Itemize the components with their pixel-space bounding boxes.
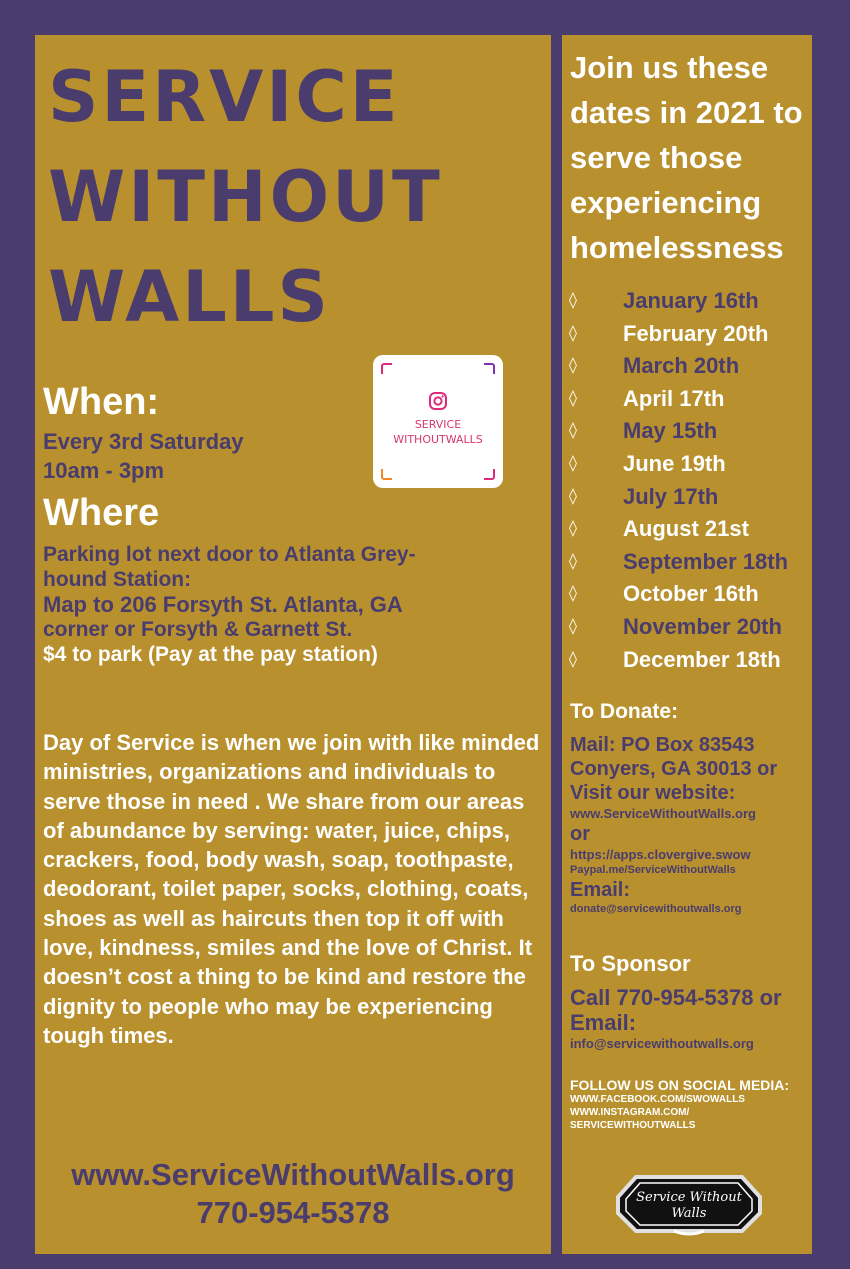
- diamond-bullet-icon: ◊: [569, 452, 577, 472]
- map-link[interactable]: Map to 206 Forsyth St. Atlanta, GA: [43, 592, 403, 617]
- join-heading: Join us these dates in 2021 to serve those experiencing homelessness: [570, 50, 803, 265]
- where-heading: Where: [43, 492, 160, 534]
- logo-text: Service Without: [636, 1190, 742, 1205]
- service-without-walls-logo: [614, 1173, 764, 1237]
- date-label: January 16th: [623, 288, 759, 313]
- when-details: [43, 427, 244, 485]
- title-line: WALLS: [48, 256, 331, 338]
- date-label: March 20th: [623, 353, 740, 379]
- sponsor-email-link[interactable]: info@servicewithoutwalls.org: [570, 1036, 754, 1051]
- instagram-nametag[interactable]: [373, 355, 503, 488]
- date-label: September 18th: [623, 548, 789, 574]
- donate-line: Email:: [570, 879, 631, 901]
- handle-line: SERVICE: [414, 418, 462, 431]
- instagram-link-cont[interactable]: SERVICEWITHOUTWALLS: [570, 1120, 696, 1131]
- date-label: December 18th: [623, 646, 781, 672]
- dates-list: [562, 287, 812, 678]
- donate-line: Mail: PO Box 83543: [570, 734, 755, 756]
- social-heading: FOLLOW US ON SOCIAL MEDIA:: [570, 1077, 790, 1093]
- parking-fee: $4 to park (Pay at the pay station): [43, 643, 378, 666]
- where-line: Parking lot next door to Atlanta Grey-: [43, 543, 416, 566]
- date-label: November 20th: [623, 613, 782, 639]
- list-item: [562, 287, 812, 320]
- instagram-link[interactable]: WWW.INSTAGRAM.COM/: [570, 1107, 690, 1118]
- facebook-link[interactable]: WWW.FACEBOOK.COM/SWOWALLS: [570, 1094, 745, 1105]
- corner-icon: [483, 363, 495, 375]
- list-item: [562, 320, 812, 353]
- list-item: [562, 580, 812, 613]
- diamond-bullet-icon: ◊: [569, 648, 577, 668]
- title-line: WITHOUT: [48, 156, 443, 238]
- diamond-bullet-icon: ◊: [569, 485, 577, 505]
- donate-details: [570, 733, 777, 917]
- donate-heading: To Donate:: [570, 700, 679, 723]
- when-line: 10am - 3pm: [43, 458, 165, 483]
- instagram-handle: [373, 417, 503, 447]
- social-media: [570, 1077, 789, 1132]
- corner-icon: [381, 363, 393, 375]
- where-details: [43, 542, 416, 667]
- diamond-bullet-icon: ◊: [569, 290, 577, 309]
- sponsor-line: Call 770-954-5378 or: [570, 985, 782, 1010]
- diamond-bullet-icon: ◊: [569, 420, 577, 440]
- description: Day of Service is when we join with like minded ministries, organizations and individuals to serve those in need . We share from our areas of abundance by serving: water, juice, chips, crackers, food, body wash, soap, toothpaste, deodorant, toilet paper, socks, clothing, coats, shoes as well as haircuts then top it off with love, kindness, smiles and the love of Christ. It doesn’t cost a thing to be kind and restore the dignity to people who may be experiencing tough times.: [43, 730, 540, 1048]
- diamond-bullet-icon: ◊: [569, 355, 577, 375]
- left-panel: [35, 35, 551, 1254]
- sponsor-details: [570, 985, 782, 1052]
- list-item: [562, 417, 812, 450]
- date-label: June 19th: [623, 450, 726, 476]
- date-label: April 17th: [623, 385, 725, 411]
- donate-line: or: [570, 823, 590, 845]
- list-item: [562, 646, 812, 679]
- where-line: corner or Forsyth & Garnett St.: [43, 618, 353, 641]
- sponsor-heading: To Sponsor: [570, 951, 691, 976]
- list-item: [562, 613, 812, 646]
- date-label: August 21st: [623, 516, 749, 542]
- where-line: hound Station:: [43, 568, 192, 591]
- phone-number: 770-954-5378: [196, 1195, 390, 1230]
- website-link[interactable]: www.ServiceWithoutWalls.org: [570, 806, 756, 821]
- diamond-bullet-icon: ◊: [569, 583, 577, 603]
- when-line: Every 3rd Saturday: [43, 429, 244, 454]
- page-title: [48, 47, 443, 347]
- list-item: [562, 385, 812, 418]
- corner-icon: [381, 468, 393, 480]
- diamond-bullet-icon: ◊: [569, 518, 577, 538]
- list-item: [562, 352, 812, 385]
- date-label: July 17th: [623, 483, 719, 509]
- handle-line: WITHOUTWALLS: [393, 433, 483, 446]
- paypal-link[interactable]: Paypal.me/ServiceWithoutWalls: [570, 864, 736, 876]
- logo-text: Walls: [671, 1206, 707, 1221]
- date-label: February 20th: [623, 320, 769, 346]
- right-panel: [562, 35, 812, 1254]
- diamond-bullet-icon: ◊: [569, 615, 577, 635]
- diamond-bullet-icon: ◊: [569, 322, 577, 342]
- when-heading: When:: [43, 381, 160, 423]
- clovergive-link[interactable]: https://apps.clovergive.swow: [570, 847, 751, 862]
- list-item: [562, 483, 812, 516]
- corner-icon: [483, 468, 495, 480]
- sponsor-line: Email:: [570, 1010, 637, 1035]
- donate-email-link[interactable]: donate@servicewithoutwalls.org: [570, 903, 742, 915]
- instagram-icon: [428, 391, 448, 411]
- website-link[interactable]: www.ServiceWithoutWalls.org: [71, 1157, 515, 1192]
- list-item: [562, 450, 812, 483]
- date-label: October 16th: [623, 581, 759, 607]
- donate-line: Visit our website:: [570, 782, 736, 804]
- list-item: [562, 515, 812, 548]
- donate-line: Conyers, GA 30013 or: [570, 758, 778, 780]
- diamond-bullet-icon: ◊: [569, 550, 577, 570]
- diamond-bullet-icon: ◊: [569, 387, 577, 407]
- date-label: May 15th: [623, 418, 718, 444]
- list-item: [562, 548, 812, 581]
- title-line: SERVICE: [48, 56, 401, 138]
